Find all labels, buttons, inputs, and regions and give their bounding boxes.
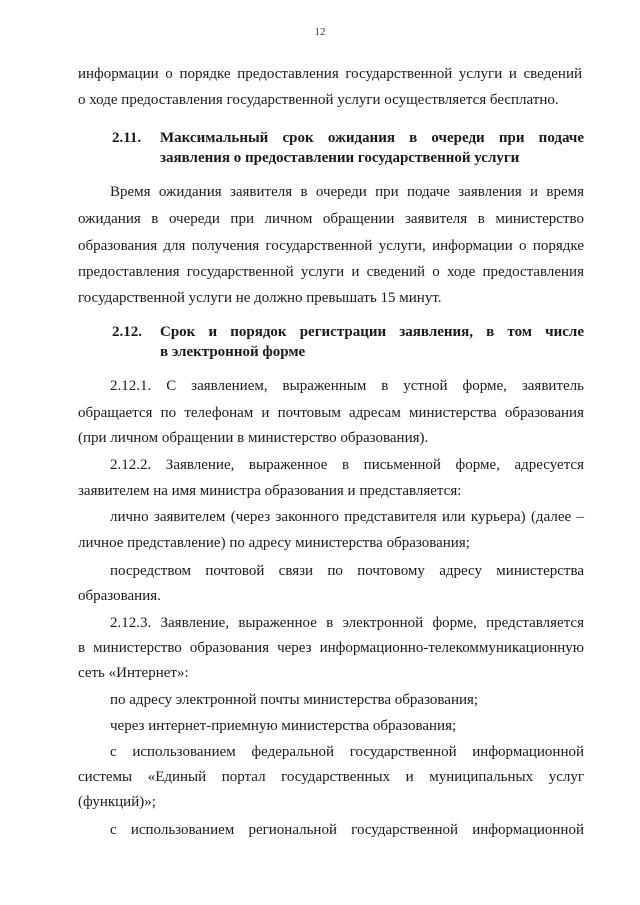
text-line: информации о порядке предоставления государственной услуги и сведений — [78, 66, 582, 82]
text-line: 2.12.1. С заявлением, выраженным в устной форме, заявитель — [110, 378, 584, 394]
section-number: 2.12. — [112, 324, 142, 340]
text-line: предоставления государственной услуги и сведений о ходе предоставления — [78, 264, 584, 280]
section-number: 2.11. — [112, 130, 142, 146]
text-line: с использованием федеральной государственной информационной — [110, 744, 584, 760]
text-line: личное представление) по адресу министерства образования; — [78, 535, 470, 551]
text-line: 2.12.2. Заявление, выраженное в письменной форме, адресуется — [110, 457, 584, 473]
text-line: Время ожидания заявителя в очереди при подаче заявления и время — [110, 184, 584, 200]
text-line: ожидания в очереди при личном обращении заявителя в министерство — [78, 211, 584, 227]
text-line: государственной услуги не должно превышать 15 минут. — [78, 290, 442, 306]
text-line: посредством почтовой связи по почтовому адресу министерства — [110, 563, 584, 579]
text-line: с использованием региональной государственной информационной — [110, 822, 584, 838]
text-line: по адресу электронной почты министерства образования; — [110, 692, 479, 708]
text-line: образования. — [78, 588, 161, 604]
text-line: (функций)»; — [78, 794, 156, 810]
text-line: 2.12.3. Заявление, выраженное в электронной форме, представляется — [110, 615, 584, 631]
section-heading: заявления о предоставлении государственной услуги — [160, 150, 520, 166]
page-number: 12 — [314, 26, 326, 38]
text-line: лично заявителем (через законного представителя или курьера) (далее – — [110, 509, 584, 525]
text-line: обращается по телефонам и почтовым адресам министерства образования — [78, 405, 584, 421]
section-heading: Максимальный срок ожидания в очереди при подаче — [160, 130, 584, 146]
text-line: образования для получения государственной услуги, информации о порядке — [78, 238, 584, 254]
section-heading: в электронной форме — [160, 344, 306, 360]
text-line: системы «Единый портал государственных и муниципальных услуг — [78, 769, 584, 785]
text-line: о ходе предоставления государственной услуги осуществляется бесплатно. — [78, 92, 559, 108]
text-line: заявителем на имя министра образования и представляется: — [78, 483, 462, 499]
text-line: сеть «Интернет»: — [78, 665, 189, 681]
text-line: через интернет-приемную министерства образования; — [110, 718, 457, 734]
section-heading: Срок и порядок регистрации заявления, в том числе — [160, 324, 584, 340]
text-line: в министерство образования через информационно-телекоммуникационную — [78, 640, 584, 656]
text-line: (при личном обращении в министерство образования). — [78, 430, 429, 446]
